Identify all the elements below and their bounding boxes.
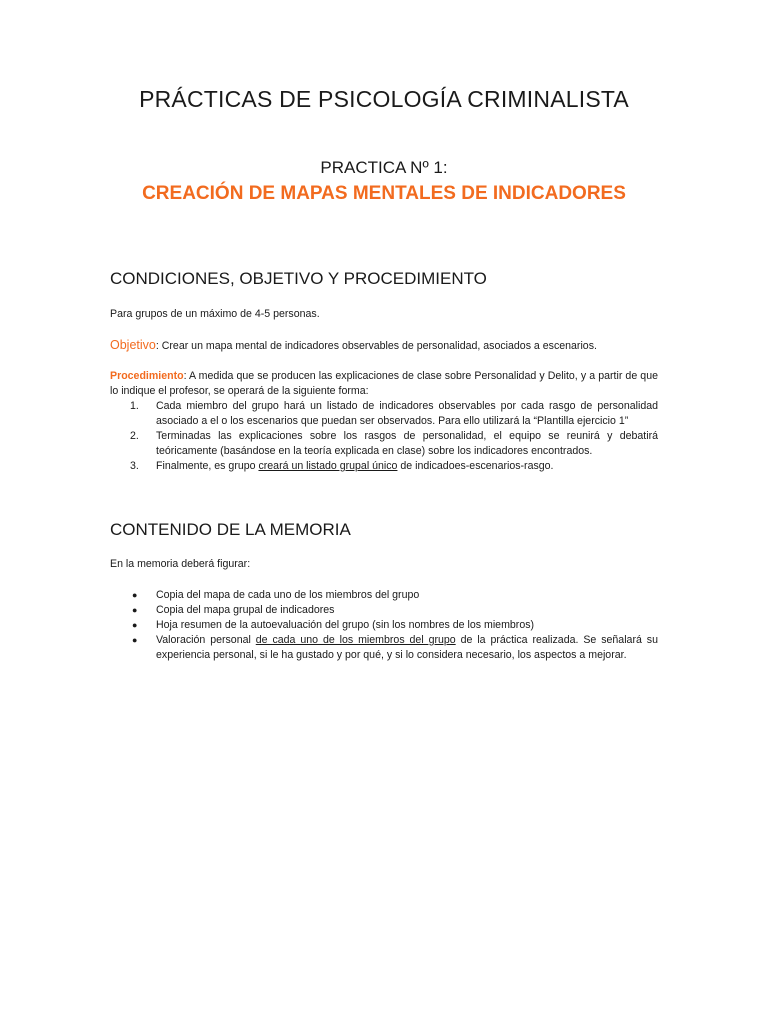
item-text: Copia del mapa grupal de indicadores xyxy=(156,604,335,616)
list-item xyxy=(110,459,658,474)
item-text-start: Valoración personal xyxy=(156,634,256,646)
item-text-underlined: de cada uno de los miembros del grupo xyxy=(255,634,456,646)
list-item xyxy=(110,399,658,429)
bullet-icon: ● xyxy=(132,635,138,645)
practice-name: CREACIÓN DE MAPAS MENTALES DE INDICADORES xyxy=(142,183,626,204)
memory-intro: En la memoria deberá figurar: xyxy=(110,558,251,570)
practice-number: PRACTICA Nº 1: xyxy=(320,158,448,177)
list-item xyxy=(110,618,658,633)
section-heading-conditions: CONDICIONES, OBJETIVO Y PROCEDIMIENTO xyxy=(110,269,487,288)
procedure-text: : A medida que se producen las explicaciones de clase sobre Personalidad y Delito, y a partir de que lo indique el profesor, se operará de la siguiente forma: xyxy=(110,370,658,397)
step-text-end: de indicadoes-escenarios-rasgo. xyxy=(397,460,554,472)
document-title: PRÁCTICAS DE PSICOLOGÍA CRIMINALISTA xyxy=(139,86,629,112)
objective-text: : Crear un mapa mental de indicadores observables de personalidad, asociados a escenarios. xyxy=(155,340,597,352)
step-text: Cada miembro del grupo hará un listado de indicadores observables por cada rasgo de personalidad asociado a el o los escenarios que puedan ser observados. Para ello utilizará la “Plantilla ejercicio 1” xyxy=(156,400,658,427)
groups-paragraph: Para grupos de un máximo de 4-5 personas. xyxy=(110,308,320,320)
list-item xyxy=(110,633,658,663)
section-heading-memory: CONTENIDO DE LA MEMORIA xyxy=(110,520,351,539)
step-number: 3. xyxy=(130,460,139,472)
list-item xyxy=(110,603,658,618)
procedure-paragraph xyxy=(110,369,658,399)
list-item xyxy=(110,429,658,459)
objective-paragraph xyxy=(110,338,658,354)
procedure-label: Procedimiento xyxy=(110,370,184,382)
item-text-end: de la práctica realizada. Se señalará su experiencia personal, si le ha gustado y por qué, y si lo considera necesario, los aspectos a mejorar. xyxy=(156,634,658,661)
objective-label: Objetivo xyxy=(110,338,156,352)
bullet-icon: ● xyxy=(132,590,138,600)
memory-items-list xyxy=(110,588,658,663)
item-text: Copia del mapa de cada uno de los miembros del grupo xyxy=(156,589,420,601)
step-text: Terminadas las explicaciones sobre los rasgos de personalidad, el equipo se reunirá y debatirá teóricamente (basándose en la teoría explicada en clase) sobre los indicadores encontrados. xyxy=(156,430,658,457)
bullet-icon: ● xyxy=(132,605,138,615)
step-number: 2. xyxy=(130,430,139,442)
list-item xyxy=(110,588,658,603)
procedure-steps-list xyxy=(110,399,658,474)
step-text-underlined: creará un listado grupal único xyxy=(258,460,398,472)
step-number: 1. xyxy=(130,400,139,412)
step-text-start: Finalmente, es grupo xyxy=(156,460,259,472)
item-text: Hoja resumen de la autoevaluación del grupo (sin los nombres de los miembros) xyxy=(156,619,535,631)
bullet-icon: ● xyxy=(132,620,138,630)
